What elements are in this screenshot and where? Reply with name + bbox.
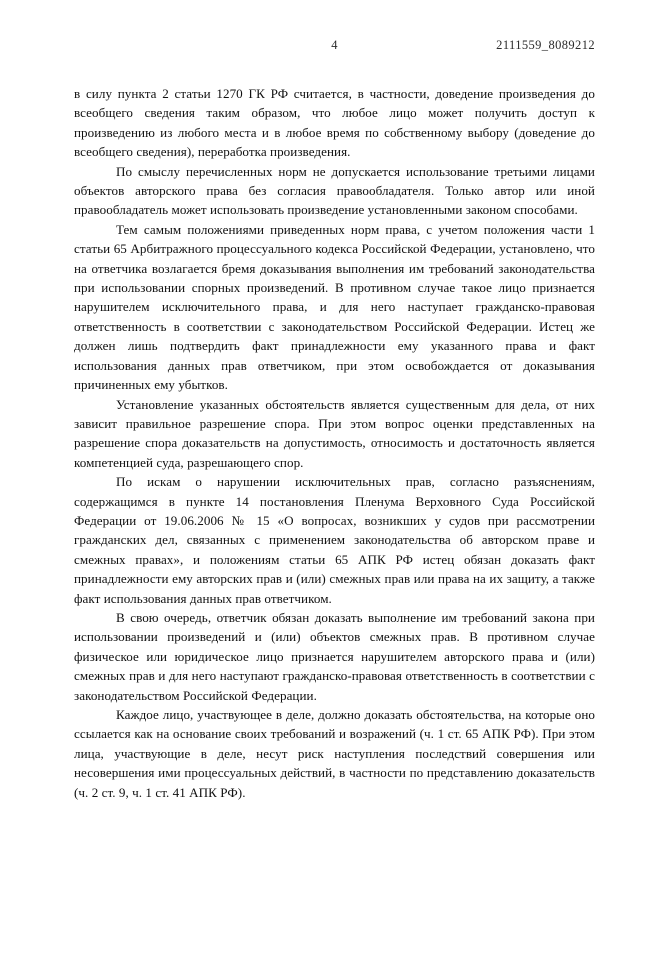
page-header	[74, 38, 595, 62]
paragraph: Каждое лицо, участвующее в деле, должно доказать обстоятельства, на которые оно ссылается как на основание своих требований и возражений (ч. 1 ст. 65 АПК РФ). При этом лица, участвующие в деле, несут риск наступления последствий совершения или несовершения ими процессуальных действий, в частности по представлению доказательств (ч. 2 ст. 9, ч. 1 ст. 41 АПК РФ).	[74, 707, 595, 800]
document-code: 2111559_8089212	[496, 38, 595, 52]
page-number: 4	[331, 38, 338, 52]
paragraph: По искам о нарушении исключительных прав, согласно разъяснениям, содержащимся в пункте 14 постановления Пленума Верховного Суда Российской Федерации от 19.06.2006 № 15 «О вопросах, возникших у судов при рассмотрении гражданских дел, связанных с применением законодательства об авторском праве и смежных правах», и положениям статьи 65 АПК РФ истец обязан доказать факт принадлежности ему авторских прав и (или) смежных прав или права на их защиту, а также факт использования данных прав ответчиком.	[74, 474, 595, 606]
paragraph: Установление указанных обстоятельств является существенным для дела, от них зависит правильное разрешение спора. При этом вопрос оценки представленных на разрешение спора доказательств на допустимость, относимость и достаточность является компетенцией суда, разрешающего спор.	[74, 396, 595, 470]
document-body	[74, 84, 595, 802]
paragraph: По смыслу перечисленных норм не допускается использование третьими лицами объектов авторского права без согласия правообладателя. Только автор или иной правообладатель может использовать произведение установленными законом способами.	[74, 163, 595, 218]
paragraph: В свою очередь, ответчик обязан доказать выполнение им требований закона при использовании произведений и (или) объектов смежных прав. В противном случае физическое или юридическое лицо признается нарушителем авторского права и (или) смежных прав и для него наступают гражданско-правовая ответственность в соответствии с законодательством Российской Федерации.	[74, 609, 595, 703]
paragraph: Тем самым положениями приведенных норм права, с учетом положения части 1 статьи 65 Арбитражного процессуального кодекса Российской Федерации, установлено, что на ответчика возлагается бремя доказывания выполнения им требований законодательства при использовании спорных произведений. В противном случае такое лицо признается нарушителем исключительного права, и для него наступает гражданско-правовая ответственность в соответствии с законодательством Российской Федерации. Истец же должен лишь подтвердить факт принадлежности ему указанного права и факт использования данных прав ответчиком, при этом освобождается от доказывания причиненных ему убытков.	[74, 221, 595, 393]
paragraph: в силу пункта 2 статьи 1270 ГК РФ считается, в частности, доведение произведения до всеобщего сведения таким образом, что любое лицо может получить доступ к произведению из любого места и в любое время по собственному выбору (доведение до всеобщего сведения), переработка произведения.	[74, 86, 595, 160]
